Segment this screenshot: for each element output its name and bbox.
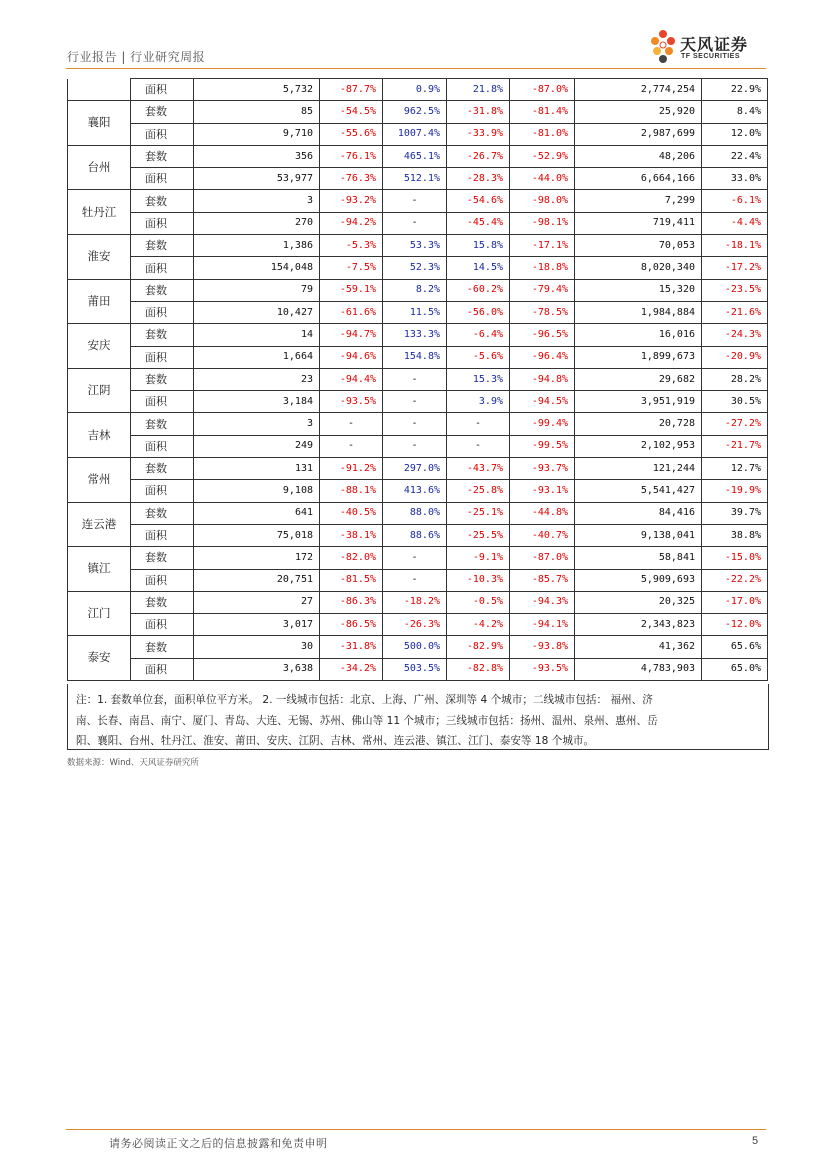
value-cell: 75,018 [194,524,320,546]
metric-cell: 面积 [131,257,194,279]
value-cell: 121,244 [575,458,702,480]
value-cell: 27 [194,591,320,613]
value-cell: 65.6% [702,636,768,658]
metric-cell: 面积 [131,435,194,457]
footer-disclaimer: 请务必阅读正文之后的信息披露和免责申明 [109,1137,328,1150]
value-cell: 53.3% [383,235,447,257]
value-cell: -17.1% [510,235,575,257]
value-cell: 6,664,166 [575,168,702,190]
value-cell: -5.6% [447,346,510,368]
value-cell: 12.7% [702,458,768,480]
value-cell: -86.5% [320,614,383,636]
metric-cell: 套数 [131,368,194,390]
city-cell: 泰安 [68,636,131,681]
metric-cell: 面积 [131,391,194,413]
table-footnote [67,684,769,750]
value-cell: - [383,547,447,569]
value-cell: -85.7% [510,569,575,591]
value-cell: 3,184 [194,391,320,413]
table-row [68,480,768,502]
value-cell: 3.9% [447,391,510,413]
value-cell: -93.5% [320,391,383,413]
value-cell: -45.4% [447,212,510,234]
value-cell: -24.3% [702,324,768,346]
value-cell: -12.0% [702,614,768,636]
value-cell: 23 [194,368,320,390]
value-cell: -10.3% [447,569,510,591]
metric-cell: 面积 [131,301,194,323]
table-row [68,190,768,212]
value-cell: 58,841 [575,547,702,569]
metric-cell: 套数 [131,502,194,524]
value-cell: -79.4% [510,279,575,301]
value-cell: -33.9% [447,123,510,145]
footnote-line-2: 南、长春、南昌、南宁、厦门、青岛、大连、无锡、苏州、佛山等 11 个城市；三线城市包括：扬州、温州、泉州、惠州、岳 [76,714,658,727]
value-cell: -25.5% [447,524,510,546]
value-cell: -27.2% [702,413,768,435]
value-cell: 79 [194,279,320,301]
metric-cell: 面积 [131,569,194,591]
metric-cell: 套数 [131,458,194,480]
value-cell: -87.0% [510,547,575,569]
value-cell: -93.1% [510,480,575,502]
value-cell: 15,320 [575,279,702,301]
table-row [68,235,768,257]
value-cell: -54.6% [447,190,510,212]
value-cell: 1,664 [194,346,320,368]
value-cell: 2,987,699 [575,123,702,145]
city-cell: 常州 [68,458,131,503]
value-cell: 131 [194,458,320,480]
value-cell: 1,386 [194,235,320,257]
value-cell: -44.0% [510,168,575,190]
value-cell: -98.0% [510,190,575,212]
value-cell: -28.3% [447,168,510,190]
value-cell: 29,682 [575,368,702,390]
value-cell: 9,138,041 [575,524,702,546]
value-cell: -52.9% [510,145,575,167]
metric-cell: 面积 [131,123,194,145]
housing-transactions-table [67,78,768,681]
value-cell: -81.0% [510,123,575,145]
table-row [68,636,768,658]
city-cell: 连云港 [68,502,131,547]
value-cell: 172 [194,547,320,569]
value-cell: -76.1% [320,145,383,167]
metric-cell: 套数 [131,279,194,301]
value-cell: 20,751 [194,569,320,591]
value-cell: -82.0% [320,547,383,569]
value-cell: -94.6% [320,346,383,368]
value-cell: 22.9% [702,79,768,101]
value-cell: 48,206 [575,145,702,167]
value-cell: -54.5% [320,101,383,123]
value-cell: -96.4% [510,346,575,368]
table-row [68,435,768,457]
table-row [68,614,768,636]
value-cell: -38.1% [320,524,383,546]
value-cell: -96.5% [510,324,575,346]
value-cell: 20,325 [575,591,702,613]
value-cell: 14 [194,324,320,346]
value-cell: 5,541,427 [575,480,702,502]
value-cell: 249 [194,435,320,457]
data-source: 数据来源：Wind、天风证券研究所 [67,758,199,768]
value-cell: -86.3% [320,591,383,613]
city-cell: 镇江 [68,547,131,592]
value-cell: 0.9% [383,79,447,101]
value-cell: 38.8% [702,524,768,546]
value-cell: -87.7% [320,79,383,101]
value-cell: 8.4% [702,101,768,123]
value-cell: -94.1% [510,614,575,636]
table-row [68,502,768,524]
value-cell: -59.1% [320,279,383,301]
value-cell: -76.3% [320,168,383,190]
value-cell: -15.0% [702,547,768,569]
value-cell: - [320,435,383,457]
value-cell: - [320,413,383,435]
value-cell: 85 [194,101,320,123]
report-type-header: 行业报告 | 行业研究周报 [67,50,206,64]
value-cell: -94.4% [320,368,383,390]
value-cell: 8,020,340 [575,257,702,279]
value-cell: 65.0% [702,658,768,680]
table-row [68,301,768,323]
metric-cell: 套数 [131,235,194,257]
value-cell: - [447,435,510,457]
value-cell: 30 [194,636,320,658]
value-cell: 5,909,693 [575,569,702,591]
value-cell: 503.5% [383,658,447,680]
value-cell: -6.1% [702,190,768,212]
value-cell: -94.2% [320,212,383,234]
metric-cell: 面积 [131,524,194,546]
value-cell: -34.2% [320,658,383,680]
value-cell: -26.3% [383,614,447,636]
metric-cell: 套数 [131,324,194,346]
brand-logo [648,28,773,74]
value-cell: 14.5% [447,257,510,279]
value-cell: -99.4% [510,413,575,435]
metric-cell: 套数 [131,547,194,569]
value-cell: -18.8% [510,257,575,279]
value-cell: -94.8% [510,368,575,390]
value-cell: -18.1% [702,235,768,257]
value-cell: 3,017 [194,614,320,636]
table-row [68,413,768,435]
table-row [68,458,768,480]
value-cell: 15.8% [447,235,510,257]
value-cell: 84,416 [575,502,702,524]
value-cell: - [383,569,447,591]
value-cell: -9.1% [447,547,510,569]
value-cell: 9,710 [194,123,320,145]
city-cell: 安庆 [68,324,131,369]
value-cell: 356 [194,145,320,167]
value-cell: - [383,190,447,212]
footer-divider [66,1129,766,1130]
value-cell: -87.0% [510,79,575,101]
value-cell: -40.7% [510,524,575,546]
value-cell: -93.5% [510,658,575,680]
footnote-line-3: 阳、襄阳、台州、牡丹江、淮安、莆田、安庆、江阴、吉林、常州、连云港、镇江、江门、泰安等 18 个城市。 [76,735,595,747]
value-cell: 270 [194,212,320,234]
value-cell: 133.3% [383,324,447,346]
metric-cell: 面积 [131,658,194,680]
value-cell: 21.8% [447,79,510,101]
value-cell: -78.5% [510,301,575,323]
value-cell: 1007.4% [383,123,447,145]
value-cell: 465.1% [383,145,447,167]
value-cell: -40.5% [320,502,383,524]
value-cell: -93.7% [510,458,575,480]
table-row [68,368,768,390]
table-row [68,257,768,279]
value-cell: -56.0% [447,301,510,323]
value-cell: 719,411 [575,212,702,234]
value-cell: 641 [194,502,320,524]
value-cell: 30.5% [702,391,768,413]
value-cell: -94.5% [510,391,575,413]
table-row [68,145,768,167]
value-cell: -21.7% [702,435,768,457]
value-cell: - [383,391,447,413]
table-row [68,324,768,346]
value-cell: 2,774,254 [575,79,702,101]
footnote-line-1: 注：1. 套数单位套，面积单位平方米。 2. 一线城市包括：北京、上海、广州、深圳等 4 个城市；二线城市包括： 福州、济 [76,694,653,706]
metric-cell: 面积 [131,480,194,502]
value-cell: 4,783,903 [575,658,702,680]
value-cell: -23.5% [702,279,768,301]
value-cell: -44.8% [510,502,575,524]
value-cell: 1,984,884 [575,301,702,323]
brand-name: 天风证券 [680,35,749,54]
metric-cell: 面积 [131,79,194,101]
value-cell: -4.2% [447,614,510,636]
metric-cell: 套数 [131,101,194,123]
value-cell: -17.2% [702,257,768,279]
value-cell: -94.3% [510,591,575,613]
value-cell: -94.7% [320,324,383,346]
value-cell: -93.8% [510,636,575,658]
table-row [68,658,768,680]
value-cell: -93.2% [320,190,383,212]
value-cell: -19.9% [702,480,768,502]
value-cell: -81.4% [510,101,575,123]
value-cell: 53,977 [194,168,320,190]
value-cell: -0.5% [447,591,510,613]
value-cell: 962.5% [383,101,447,123]
value-cell: 15.3% [447,368,510,390]
value-cell: 25,920 [575,101,702,123]
value-cell: - [383,413,447,435]
value-cell: 3 [194,190,320,212]
value-cell: -31.8% [320,636,383,658]
city-cell: 牡丹江 [68,190,131,235]
table-row [68,279,768,301]
value-cell: -99.5% [510,435,575,457]
metric-cell: 套数 [131,413,194,435]
value-cell: 500.0% [383,636,447,658]
value-cell: -4.4% [702,212,768,234]
value-cell: 512.1% [383,168,447,190]
value-cell: 413.6% [383,480,447,502]
metric-cell: 面积 [131,614,194,636]
value-cell: 22.4% [702,145,768,167]
value-cell: -82.9% [447,636,510,658]
value-cell: 7,299 [575,190,702,212]
table-row [68,547,768,569]
value-cell: -88.1% [320,480,383,502]
value-cell: -25.8% [447,480,510,502]
value-cell: -91.2% [320,458,383,480]
value-cell: - [447,413,510,435]
city-cell [68,79,131,101]
value-cell: -82.8% [447,658,510,680]
city-cell: 江阴 [68,368,131,413]
table-row [68,212,768,234]
value-cell: -26.7% [447,145,510,167]
value-cell: - [383,368,447,390]
value-cell: 88.0% [383,502,447,524]
value-cell: 297.0% [383,458,447,480]
value-cell: 154.8% [383,346,447,368]
value-cell: -6.4% [447,324,510,346]
value-cell: 10,427 [194,301,320,323]
table-row [68,569,768,591]
page-number: 5 [752,1135,759,1147]
value-cell: - [383,435,447,457]
value-cell: 11.5% [383,301,447,323]
value-cell: 12.0% [702,123,768,145]
value-cell: 41,362 [575,636,702,658]
value-cell: -98.1% [510,212,575,234]
value-cell: -60.2% [447,279,510,301]
value-cell: -81.5% [320,569,383,591]
table-row [68,591,768,613]
value-cell: -31.8% [447,101,510,123]
table-row [68,101,768,123]
value-cell: 154,048 [194,257,320,279]
value-cell: 8.2% [383,279,447,301]
city-cell: 台州 [68,145,131,190]
table-row [68,123,768,145]
table-row [68,79,768,101]
metric-cell: 面积 [131,346,194,368]
metric-cell: 套数 [131,145,194,167]
value-cell: 2,102,953 [575,435,702,457]
city-cell: 襄阳 [68,101,131,146]
value-cell: 88.6% [383,524,447,546]
value-cell: -25.1% [447,502,510,524]
value-cell: -20.9% [702,346,768,368]
value-cell: -22.2% [702,569,768,591]
value-cell: -55.6% [320,123,383,145]
value-cell: 3 [194,413,320,435]
value-cell: -61.6% [320,301,383,323]
value-cell: 9,108 [194,480,320,502]
value-cell: 1,899,673 [575,346,702,368]
value-cell: 5,732 [194,79,320,101]
metric-cell: 面积 [131,168,194,190]
value-cell: 70,053 [575,235,702,257]
table-row [68,168,768,190]
city-cell: 江门 [68,591,131,636]
value-cell: 3,638 [194,658,320,680]
value-cell: 28.2% [702,368,768,390]
value-cell: -7.5% [320,257,383,279]
metric-cell: 套数 [131,636,194,658]
table-row [68,346,768,368]
city-cell: 莆田 [68,279,131,324]
city-cell: 吉林 [68,413,131,458]
value-cell: 16,016 [575,324,702,346]
value-cell: -21.6% [702,301,768,323]
brand-flower-icon [648,28,678,72]
metric-cell: 面积 [131,212,194,234]
value-cell: 39.7% [702,502,768,524]
value-cell: 2,343,823 [575,614,702,636]
value-cell: 3,951,919 [575,391,702,413]
table-row [68,391,768,413]
value-cell: -5.3% [320,235,383,257]
value-cell: 20,728 [575,413,702,435]
metric-cell: 套数 [131,190,194,212]
city-cell: 淮安 [68,235,131,280]
value-cell: - [383,212,447,234]
metric-cell: 套数 [131,591,194,613]
value-cell: -17.0% [702,591,768,613]
value-cell: -18.2% [383,591,447,613]
brand-english-name: TF SECURITIES [681,53,741,60]
table-row [68,524,768,546]
value-cell: -43.7% [447,458,510,480]
value-cell: 52.3% [383,257,447,279]
value-cell: 33.0% [702,168,768,190]
